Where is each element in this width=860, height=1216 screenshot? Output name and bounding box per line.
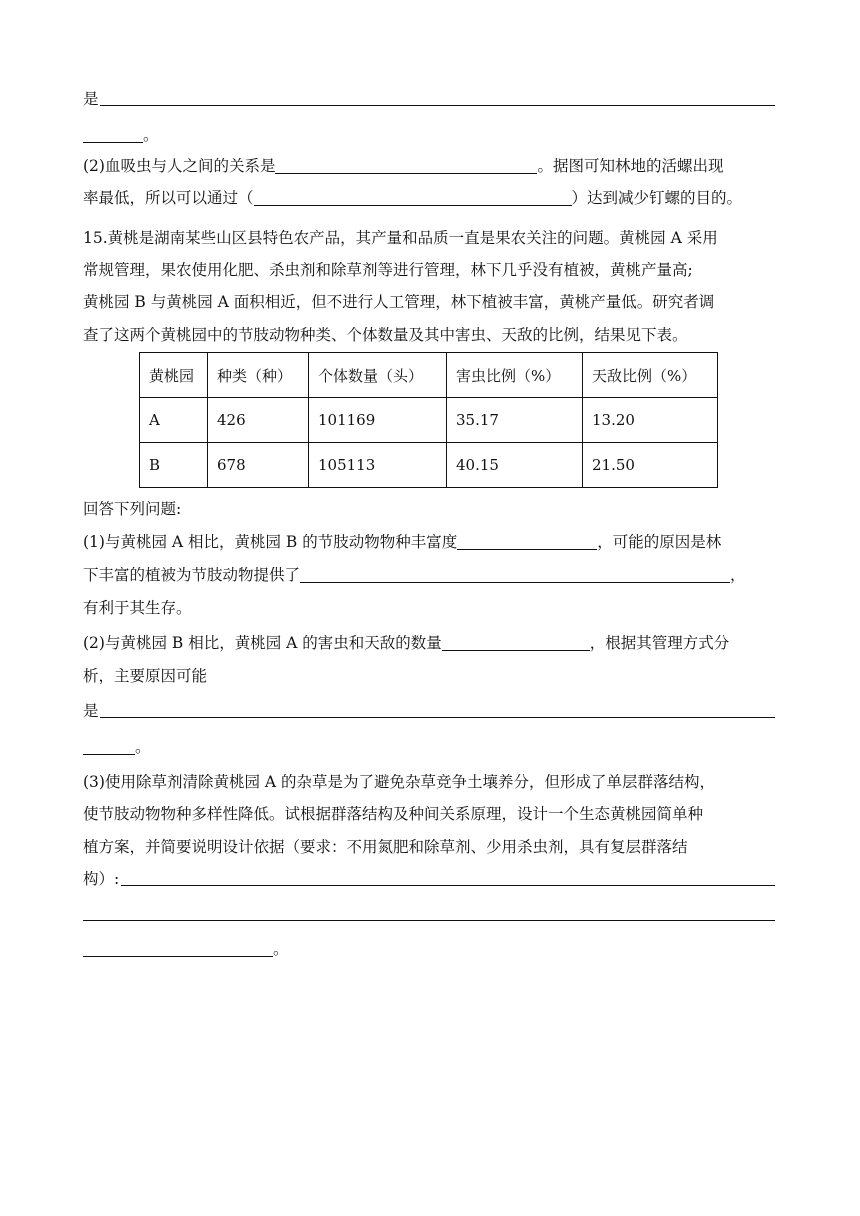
answer-blank[interactable] (442, 634, 590, 651)
q15-p2-text-b: ，根据其管理方式分 (589, 634, 730, 652)
q14-part2-text-d: ）达到减少钉螺的目的。 (571, 189, 743, 207)
q15-p3-line4 (83, 868, 119, 890)
table-cell: 21.50 (583, 443, 718, 488)
answer-blank[interactable] (457, 533, 597, 550)
q15-p2-text-a: (2)与黄桃园 B 相比，黄桃园 A 的害虫和天敌的数量 (83, 634, 442, 652)
answer-blank[interactable] (100, 105, 775, 106)
q15-p2-line1 (83, 632, 729, 654)
answer-blank[interactable] (121, 885, 775, 886)
table-cell: A (140, 398, 208, 443)
answer-prompt: 回答下列问题: (83, 500, 182, 518)
answer-blank[interactable] (275, 157, 537, 174)
q15-p3-text-d: 构）: (83, 870, 120, 888)
q15-p1-text-a: (1)与黄桃园 A 相比，黄桃园 B 的节肢动物物种丰富度 (83, 533, 458, 551)
q14-prefix: 是 (83, 90, 99, 108)
table-row (140, 443, 718, 488)
table-header-cell: 天敌比例（%） (583, 353, 718, 398)
q15-intro-line: 查了这两个黄桃园中的节肢动物种类、个体数量及其中害虫、天敌的比例，结果见下表。 (83, 326, 688, 344)
q15-p1-line3: 有利于其生存。 (83, 599, 192, 617)
arthropod-data-table (139, 352, 718, 488)
table-row (140, 398, 718, 443)
table-cell: 678 (208, 443, 309, 488)
answer-blank[interactable] (83, 920, 775, 921)
table-cell: 105113 (309, 443, 447, 488)
q15-p3-line: 植方案，并简要说明设计依据（要求：不用氮肥和除草剂、少用杀虫剂，具有复层群落结 (83, 838, 688, 856)
q15-p2-line2: 析，主要原因可能 (83, 667, 208, 685)
q15-p1-text-d: ， (730, 566, 746, 584)
answer-blank[interactable] (83, 126, 143, 143)
q14-part1-end (83, 124, 159, 146)
q14-part2-line1 (83, 155, 723, 177)
q15-p2-text-d: 是 (83, 702, 99, 720)
q15-p3-line: 使节肢动物物种多样性降低。试根据群落结构及种间关系原理，设计一个生态黄桃园简单种 (83, 805, 704, 823)
table-cell: 13.20 (583, 398, 718, 443)
table-cell: 426 (208, 398, 309, 443)
q15-p2-line3 (83, 700, 99, 722)
period: 。 (143, 126, 159, 144)
q15-p3-line6 (83, 938, 289, 960)
answer-blank[interactable] (100, 717, 775, 718)
q15-intro-line: 15.黄桃是湖南某些山区县特色农产品，其产量和品质一直是果农关注的问题。黄桃园 A 采用 (83, 229, 718, 247)
q14-part1-tail (83, 88, 99, 110)
q15-p1-text-b: ，可能的原因是林 (597, 533, 722, 551)
answer-blank[interactable] (83, 940, 273, 957)
table-header-cell: 个体数量（头） (309, 353, 447, 398)
period: 。 (135, 738, 151, 756)
table-header-cell: 种类（种） (208, 353, 309, 398)
table-cell: B (140, 443, 208, 488)
q15-p2-line4 (83, 736, 151, 758)
q15-p3-line: (3)使用除草剂清除黄桃园 A 的杂草是为了避免杂草竞争土壤养分，但形成了单层群落结构， (83, 773, 716, 791)
q15-p1-line2 (83, 564, 746, 586)
q15-p1-line1 (83, 531, 721, 553)
answer-blank[interactable] (83, 738, 135, 755)
q14-part2-text-b: 。据图可知林地的活螺出现 (537, 157, 724, 175)
q14-part2-text-c: 率最低，所以可以通过（ (83, 189, 254, 207)
period: 。 (273, 940, 289, 958)
answer-blank[interactable] (254, 189, 572, 206)
answer-blank[interactable] (300, 566, 730, 583)
table-header-cell: 黄桃园 (140, 353, 208, 398)
q15-intro-line: 黄桃园 B 与黄桃园 A 面积相近，但不进行人工管理，林下植被丰富，黄桃产量低。研究者调 (83, 293, 715, 311)
q15-p1-text-c: 下丰富的植被为节肢动物提供了 (83, 566, 301, 584)
table-header-row (140, 353, 718, 398)
table-header-cell: 害虫比例（%） (447, 353, 583, 398)
q14-part2-line2 (83, 187, 742, 209)
q14-part2-text: (2)血吸虫与人之间的关系是 (83, 157, 276, 175)
q15-intro-line: 常规管理，果农使用化肥、杀虫剂和除草剂等进行管理，林下几乎没有植被，黄桃产量高; (83, 261, 693, 279)
table-cell: 40.15 (447, 443, 583, 488)
table-cell: 101169 (309, 398, 447, 443)
table-cell: 35.17 (447, 398, 583, 443)
